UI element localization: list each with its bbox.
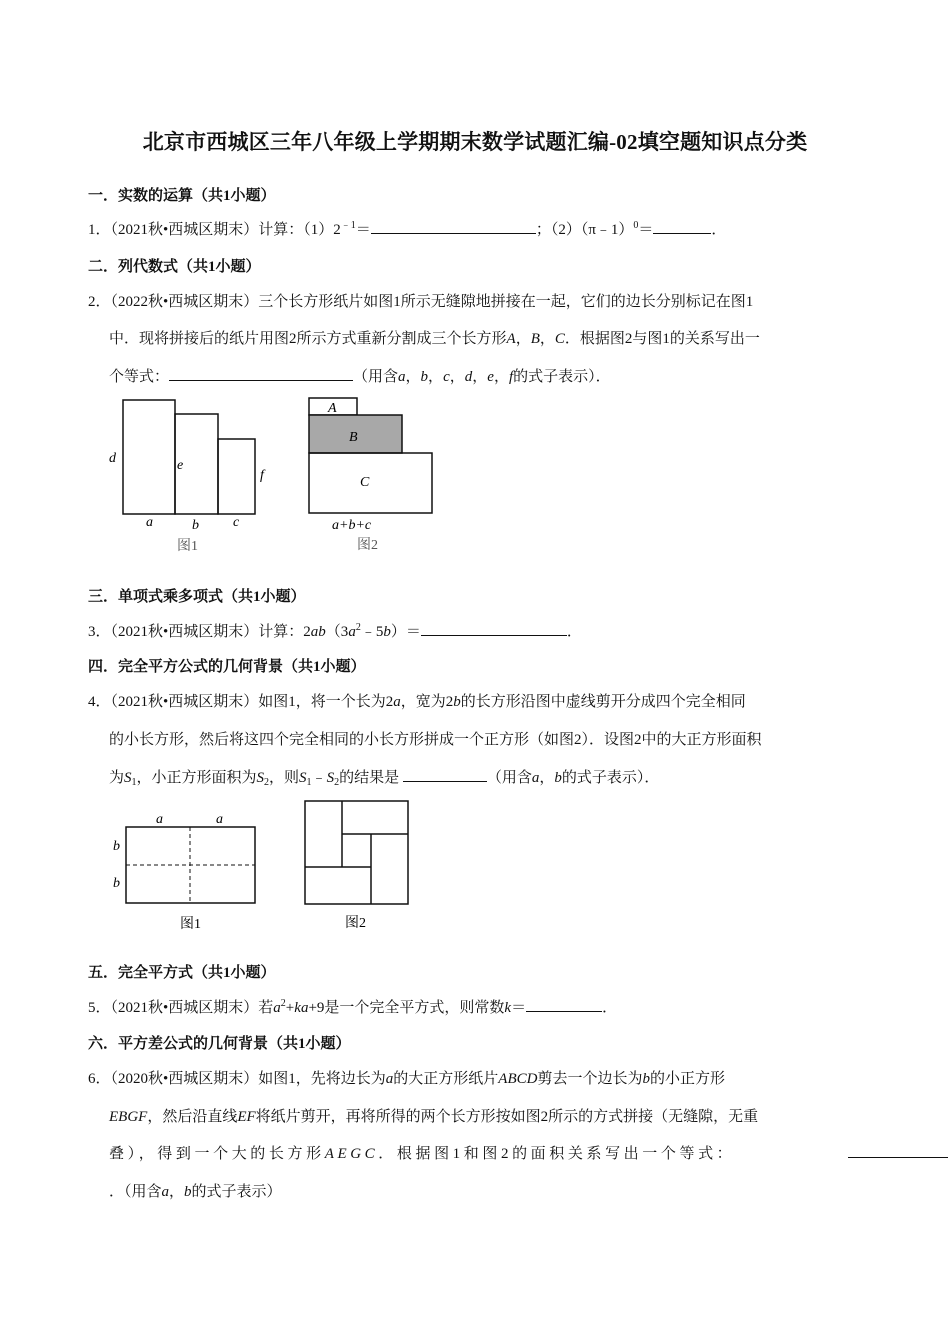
q2-figure-2	[300, 393, 450, 558]
q1-source: （2021秋•西城区期末）	[110, 222, 259, 238]
question-2-line-3	[109, 365, 611, 386]
q2-var-f: f	[508, 369, 514, 385]
q3-sup: 2	[355, 622, 361, 633]
q2-text-line-2b: ．根据图2与图1的关系写出一	[564, 331, 760, 347]
q1-number: 1．	[88, 222, 111, 238]
q2-var-c: c	[443, 369, 450, 385]
q4-number: 4．	[88, 694, 111, 710]
q5-end: ．	[602, 1000, 618, 1016]
q6-var-a: a	[161, 1184, 170, 1200]
q4-comma: ，	[539, 770, 555, 786]
section-heading-6: 六．平方差公式的几何背景（共1小题）	[88, 1036, 351, 1052]
q4-fig1-label-a2: a	[216, 812, 223, 827]
question-4-line-1	[88, 690, 746, 711]
q1-sup-c: 0	[633, 220, 639, 231]
q3-var-ab: ab	[310, 624, 326, 640]
q5-var-a: a	[273, 1000, 281, 1016]
q5-answer-blank[interactable]	[526, 997, 602, 1012]
q2-number: 2．	[88, 294, 111, 310]
q6-var-EF: EF	[237, 1109, 256, 1125]
question-1	[88, 218, 726, 239]
q1-text-d: ＝	[638, 222, 654, 238]
section-heading-1: 一．实数的运算（共1小题）	[88, 188, 276, 204]
q2-fig2-label-C: C	[360, 475, 370, 490]
q5-source: （2021秋•西城区期末）	[110, 1000, 259, 1016]
q6-var-b: b	[642, 1071, 650, 1087]
q5-text-c: ＝	[511, 1000, 527, 1016]
q6-var-AEGC: AEGC	[324, 1146, 379, 1162]
q6-text-4a: ．（用含	[109, 1184, 162, 1200]
q2-comma: ，	[515, 331, 531, 347]
q6-text-1c: 剪去一个边长为	[537, 1071, 643, 1087]
q4-var-b: b	[453, 694, 461, 710]
q5-sup: 2	[280, 998, 286, 1009]
q3-end: ．	[566, 624, 582, 640]
q2-text-line-2a: 中．现将拼接后的纸片用图2所示方式重新分割成三个长方形	[109, 331, 507, 347]
question-6-line-1	[88, 1067, 725, 1088]
q2-var-a: a	[398, 369, 406, 385]
q5-plus: +	[285, 1000, 295, 1016]
q6-answer-blank[interactable]	[848, 1143, 948, 1158]
q1-text-b: ＝	[355, 222, 371, 238]
q6-text-1b: 的大正方形纸片	[393, 1071, 499, 1087]
q2-var-B: B	[530, 331, 540, 347]
q6-text-3b: ．根据图1和图2的面积关系写出一个等式：	[378, 1146, 736, 1162]
q2-fig2-label-B: B	[349, 430, 358, 445]
q4-fig1-label-b2: b	[113, 876, 120, 891]
question-6-line-3	[109, 1142, 735, 1163]
q2-fig1-label-c: c	[233, 515, 240, 530]
question-3	[88, 620, 582, 641]
q1-text-a: 计算：（1）2	[258, 222, 341, 238]
q2-fig1-rect-f	[218, 439, 255, 514]
q2-comma: ，	[493, 369, 509, 385]
q4-text-3f: 的式子表示）．	[561, 770, 660, 786]
q4-fig1-label-a1: a	[156, 812, 163, 827]
q2-fig1-label-d: d	[109, 451, 116, 466]
q6-text-2b: 将纸片剪开，再将所得的两个长方形按如图2所示的方式拼接（无缝隙，无重	[255, 1109, 759, 1125]
q2-var-b: b	[420, 369, 429, 385]
q5-var-a: a	[300, 1000, 309, 1016]
q4-text-3c: ，则	[269, 770, 300, 786]
q4-answer-blank[interactable]	[403, 767, 487, 782]
q4-var-b: b	[554, 770, 562, 786]
q3-var-b: b	[383, 624, 391, 640]
q6-var-a: a	[385, 1071, 394, 1087]
section-heading-5: 五．完全平方式（共1小题）	[88, 965, 276, 981]
q5-var-k: k	[294, 1000, 301, 1016]
q3-source: （2021秋•西城区期末）	[110, 624, 259, 640]
q4-sub-1: 1	[306, 777, 312, 788]
q3-number: 3．	[88, 624, 111, 640]
question-5	[88, 996, 617, 1017]
q2-fig1-caption: 图1	[177, 539, 198, 554]
q4-fig1-caption: 图1	[180, 917, 201, 932]
q5-text-b: +9是一个完全平方式，则常数	[308, 1000, 505, 1016]
q4-fig1-label-b1: b	[113, 839, 120, 854]
q2-text-line-1: （2022秋•西城区期末）三个长方形纸片如图1所示无缝隙地拼接在一起，它们的边长分别标记在图1	[110, 294, 754, 310]
q4-text-3b: ，小正方形面积为	[136, 770, 257, 786]
q3-var-a: a	[348, 624, 356, 640]
q2-fig1-label-f: f	[260, 468, 264, 483]
q5-text-a: 若	[258, 1000, 274, 1016]
q4-figure-2	[300, 796, 415, 934]
q3-text-a: 计算：2	[258, 624, 311, 640]
q4-text-3e: （用含	[486, 770, 532, 786]
q2-fig2-rect-C	[309, 453, 432, 513]
q2-fig2-caption: 图2	[357, 538, 378, 553]
q6-text-3a: 叠），得到一个大的长方形	[109, 1146, 325, 1162]
q1-answer-blank-1[interactable]	[371, 219, 536, 234]
q4-text-2: 的小长方形，然后将这四个完全相同的小长方形拼成一个正方形（如图2）．设图2中的大正方形面积	[109, 732, 762, 748]
q4-var-S: S	[299, 770, 307, 786]
q4-text-1c: 的长方形沿图中虚线剪开分成四个完全相同	[460, 694, 746, 710]
section-heading-4: 四．完全平方公式的几何背景（共1小题）	[88, 659, 366, 675]
q2-comma: ，	[539, 331, 555, 347]
q2-fig2-label-A: A	[328, 401, 337, 416]
q2-fig1-label-e: e	[177, 458, 184, 473]
q4-var-S: S	[124, 770, 132, 786]
q2-var-d: d	[464, 369, 473, 385]
q1-end: ．	[711, 222, 727, 238]
q4-text-1b: ，宽为2	[400, 694, 454, 710]
q6-number: 6．	[88, 1071, 111, 1087]
q6-comma: ，	[169, 1184, 185, 1200]
q6-text-2a: ，然后沿直线	[147, 1109, 238, 1125]
q4-fig2-outer-square	[305, 801, 408, 904]
question-6-line-4	[109, 1180, 282, 1201]
q4-var-a: a	[531, 770, 540, 786]
q6-var-b: b	[184, 1184, 192, 1200]
q2-var-C: C	[554, 331, 565, 347]
q6-text-1d: 的小正方形	[649, 1071, 725, 1087]
q2-comma: ，	[428, 369, 444, 385]
q6-var-EBGF: EBGF	[109, 1109, 148, 1125]
question-4-line-3	[109, 766, 659, 787]
q2-figure-1	[100, 395, 280, 560]
q2-text-line-3a: 个等式：	[109, 369, 170, 385]
q4-var-S: S	[326, 770, 335, 786]
q3-text-d: ）＝	[390, 624, 421, 640]
question-2-line-2	[109, 327, 760, 348]
q2-text-line-3b: （用含	[353, 369, 399, 385]
q4-text-3a: 为	[109, 770, 125, 786]
q2-text-line-3c: 的式子表示）．	[513, 369, 611, 385]
q4-sub-1: 1	[131, 777, 137, 788]
q4-var-S: S	[256, 770, 265, 786]
q2-var-e: e	[487, 369, 494, 385]
q4-text-1a: （2021秋•西城区期末）如图1，将一个长为2	[110, 694, 394, 710]
q6-text-1a: （2020秋•西城区期末）如图1，先将边长为	[110, 1071, 386, 1087]
q1-text-c: ；（2）（π﹣1）	[535, 222, 634, 238]
q2-fig1-label-b: b	[192, 518, 199, 533]
q2-comma: ，	[449, 369, 465, 385]
q2-comma: ，	[405, 369, 421, 385]
q4-sub-2: 2	[264, 777, 270, 788]
question-6-line-2	[109, 1105, 758, 1126]
q6-var-ABCD: ABCD	[498, 1071, 538, 1087]
q4-minus: ﹣	[311, 770, 327, 786]
question-2-line-1	[88, 290, 753, 311]
q4-sub-2: 2	[334, 777, 340, 788]
q6-text-4b: 的式子表示）	[191, 1184, 282, 1200]
page-title: 北京市西城区三年八年级上学期期末数学试题汇编-02填空题知识点分类	[142, 130, 808, 154]
q3-text-c: ﹣5	[360, 624, 384, 640]
q2-comma: ，	[472, 369, 488, 385]
q4-figure-1	[108, 806, 268, 934]
section-heading-3: 三．单项式乘多项式（共1小题）	[88, 589, 306, 605]
question-4-line-2	[109, 728, 762, 749]
q1-answer-blank-2[interactable]	[653, 219, 711, 234]
q4-var-a: a	[393, 694, 401, 710]
q4-fig2-caption: 图2	[345, 916, 366, 931]
section-heading-2: 二．列代数式（共1小题）	[88, 259, 261, 275]
q2-var-A: A	[506, 331, 516, 347]
q2-answer-blank[interactable]	[169, 366, 353, 381]
q2-fig1-rect-d	[123, 400, 175, 514]
q2-fig2-label-bottom: a+b+c	[332, 518, 372, 533]
q2-fig1-label-a: a	[146, 515, 153, 530]
q4-text-3d: 的结果是	[339, 770, 400, 786]
q3-text-b: （3	[325, 624, 349, 640]
q5-number: 5．	[88, 1000, 111, 1016]
q1-sup-a: ﹣1	[340, 220, 356, 231]
q5-var-k: k	[504, 1000, 512, 1016]
q3-answer-blank[interactable]	[421, 621, 567, 636]
